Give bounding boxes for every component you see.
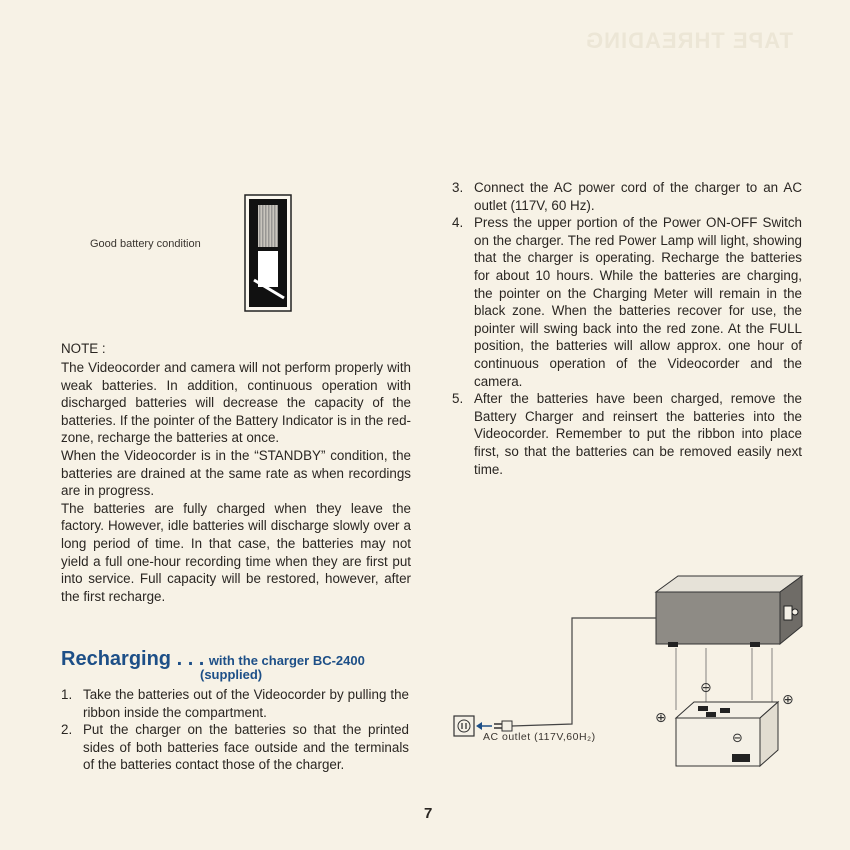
step-text: Put the charger on the batteries so that the printed sides of both batteries face outside and the terminals of the batteries contact those of the charger. (83, 722, 409, 773)
step-item (452, 390, 802, 478)
step-text: Connect the AC power cord of the charger to an AC outlet (117V, 60 Hz). (474, 180, 802, 213)
outlet-label: AC outlet (117V,60H₂) (483, 731, 596, 743)
step-number: 4. (452, 215, 464, 231)
step-number: 1. (61, 687, 73, 702)
step-text: Take the batteries out of the Videocorder by pulling the ribbon inside the compartment. (83, 687, 409, 720)
note-paragraph: When the Videocorder is in the “STANDBY” condition, the batteries are drained at the same rate as when recordings are in progress. (61, 447, 411, 499)
plus-terminal-right: ⊕ (782, 692, 794, 708)
note-paragraph: The Videocorder and camera will not perform properly with weak batteries. In addition, continuous operation with discharged batteries will decrease the capacity of the batteries. If the pointer of the Battery Indicator is in the red-zone, recharge the batteries at once. (61, 360, 411, 446)
step-number: 2. (61, 722, 73, 738)
step-item (61, 721, 409, 774)
step-item (452, 179, 802, 214)
recharging-supplied: (supplied) (200, 667, 263, 682)
gauge-caption: Good battery condition (90, 238, 201, 250)
step-number: 5. (452, 391, 464, 407)
minus-terminal-top: ⊖ (700, 680, 712, 696)
minus-terminal-right: ⊖ (732, 731, 743, 746)
step-item (452, 214, 802, 390)
step-text: After the batteries have been charged, remove the Battery Charger and reinsert the batteries into the Videocorder. Remember to put the ribbon into place first, so that the batteries can be removed easily next time. (474, 391, 802, 477)
note-section (61, 340, 411, 605)
step-number: 3. (452, 180, 464, 195)
step-item (61, 686, 409, 721)
ac-outlet (454, 716, 474, 736)
note-heading: NOTE : (61, 341, 106, 356)
steps-right (452, 179, 802, 478)
recharging-title: Recharging . . . (61, 648, 205, 670)
recharging-heading (61, 648, 421, 682)
steps-left (61, 686, 409, 774)
bleed-through-title: TAPE THREADING (585, 28, 793, 53)
charger-unit (656, 576, 802, 647)
battery-pack (676, 702, 778, 766)
page-number: 7 (424, 805, 433, 822)
plus-terminal-left: ⊕ (655, 710, 667, 726)
charger-diagram (450, 570, 810, 780)
battery-gauge-illustration (244, 194, 292, 312)
recharging-subtitle: with the charger BC-2400 (208, 653, 365, 668)
power-cord (512, 618, 656, 726)
note-paragraph: The batteries are fully charged when they leave the factory. However, idle batteries will discharge slowly over a long period of time. In that case, the batteries may not yield a full one-hour recording time when they are first put into service. Full capacity will be restored, however, after the first recharge. (61, 500, 411, 604)
step-text: Press the upper portion of the Power ON-OFF Switch on the charger. The red Power Lamp will light, showing that the charger is operating. Recharge the batteries for about 10 hours. While the batteries are charging, the pointer on the Charging Meter will remain in the black zone. When the batteries recover for use, the pointer will swing back into the red zone. At the FULL position, the batteries will allow approx. one hour of continuous operation of the Videocorder and the camera. (474, 215, 802, 389)
